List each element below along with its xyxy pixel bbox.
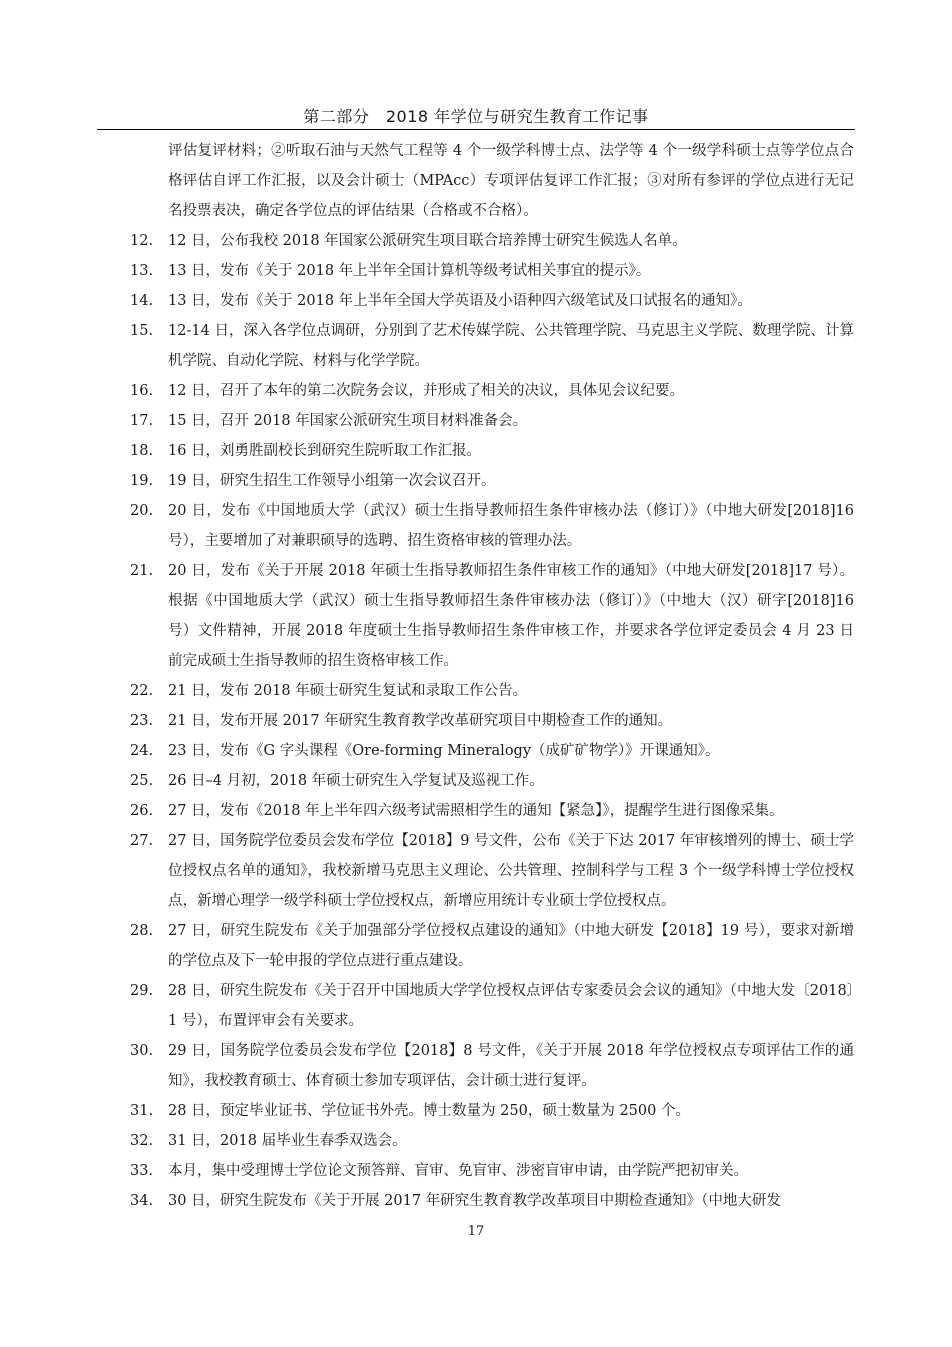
- item-text: 28 日，研究生院发布《关于召开中国地质大学学位授权点评估专家委员会会议的通知》（中地大发〔2018〕1 号），布置评审会有关要求。: [168, 983, 854, 1029]
- list-item: [130, 436, 854, 466]
- item-text: 20 日，发布《中国地质大学（武汉）硕士生指导教师招生条件审核办法（修订）》（中地大研发[2018]16 号），主要增加了对兼职硕导的选聘、招生资格审核的管理办法。: [168, 503, 854, 549]
- item-number: 16.: [130, 383, 154, 399]
- item-text: 28 日，预定毕业证书、学位证书外壳。博士数量为 250，硕士数量为 2500 个。: [168, 1103, 690, 1119]
- item-number: 31.: [130, 1103, 154, 1119]
- item-number: 32.: [130, 1133, 154, 1149]
- list-item: [130, 286, 854, 316]
- item-number: 28.: [130, 923, 154, 939]
- item-text: 19 日，研究生招生工作领导小组第一次会议召开。: [168, 473, 496, 489]
- list-item: [130, 766, 854, 796]
- list-item: [130, 556, 854, 676]
- item-number: 21.: [130, 563, 154, 579]
- item-text: 27 日，发布《2018 年上半年四六级考试需照相学生的通知【紧急】》，提醒学生进行图像采集。: [168, 803, 784, 819]
- item-number: 23.: [130, 713, 154, 729]
- item-number: 20.: [130, 503, 154, 519]
- record-list: [130, 136, 854, 1216]
- item-text: 评估复评材料；②听取石油与天然气工程等 4 个一级学科博士点、法学等 4 个一级学科硕士点等学位点合格评估自评工作汇报，以及会计硕士（MPAcc）专项评估复评工作汇报；③对所有参评的学位点进行无记名投票表决，确定各学位点的评估结果（合格或不合格）。: [168, 143, 854, 219]
- item-text: 12 日，公布我校 2018 年国家公派研究生项目联合培养博士研究生候选人名单。: [168, 233, 687, 249]
- item-number: 12.: [130, 233, 154, 249]
- item-text: 12 日，召开了本年的第二次院务会议，并形成了相关的决议，具体见会议纪要。: [168, 383, 685, 399]
- list-item: [130, 916, 854, 976]
- item-text: 12-14 日，深入各学位点调研，分别到了艺术传媒学院、公共管理学院、马克思主义学院、数理学院、计算机学院、自动化学院、材料与化学学院。: [168, 323, 854, 369]
- item-text: 27 日，国务院学位委员会发布学位【2018】9 号文件，公布《关于下达 2017 年审核增列的博士、硕士学位授权点名单的通知》，我校新增马克思主义理论、公共管理、控制科学与工程 3 个一级学科博士学位授权点，新增心理学一级学科硕士学位授权点，新增应用统计专业硕士学位授权点。: [168, 833, 854, 909]
- item-text: 13 日，发布《关于 2018 年上半年全国大学英语及小语种四六级笔试及口试报名的通知》。: [168, 293, 752, 309]
- header-rule: [97, 129, 855, 130]
- list-item: [130, 496, 854, 556]
- item-text: 26 日–4 月初，2018 年硕士研究生入学复试及巡视工作。: [168, 773, 544, 789]
- item-text: 31 日，2018 届毕业生春季双选会。: [168, 1133, 407, 1149]
- list-item: [130, 706, 854, 736]
- page-header: 第二部分 2018 年学位与研究生教育工作记事: [303, 107, 649, 126]
- item-number: 27.: [130, 833, 154, 849]
- item-text: 27 日，研究生院发布《关于加强部分学位授权点建设的通知》（中地大研发【2018】19 号），要求对新增的学位点及下一轮申报的学位点进行重点建设。: [168, 923, 854, 969]
- list-item: [130, 1036, 854, 1096]
- item-text: 15 日，召开 2018 年国家公派研究生项目材料准备会。: [168, 413, 528, 429]
- item-text: 21 日，发布 2018 年硕士研究生复试和录取工作公告。: [168, 683, 528, 699]
- list-item: [130, 736, 854, 766]
- item-number: 22.: [130, 683, 154, 699]
- list-item: [130, 676, 854, 706]
- item-number: 18.: [130, 443, 154, 459]
- item-number: 26.: [130, 803, 154, 819]
- list-item: [130, 256, 854, 286]
- list-item: [130, 796, 854, 826]
- item-text: 23 日，发布《G 字头课程《Ore-forming Mineralogy（成矿矿物学）》开课通知》。: [168, 743, 720, 759]
- item-text: 29 日，国务院学位委员会发布学位【2018】8 号文件，《关于开展 2018 年学位授权点专项评估工作的通知》，我校教育硕士、体育硕士参加专项评估，会计硕士进行复评。: [168, 1043, 854, 1089]
- item-text: 13 日，发布《关于 2018 年上半年全国计算机等级考试相关事宜的提示》。: [168, 263, 651, 279]
- item-number: 25.: [130, 773, 154, 789]
- page-number: 17: [467, 1224, 485, 1239]
- item-text: 21 日，发布开展 2017 年研究生教育教学改革研究项目中期检查工作的通知。: [168, 713, 673, 729]
- item-number: 33.: [130, 1163, 154, 1179]
- list-item: [130, 976, 854, 1036]
- list-item: [130, 1126, 854, 1156]
- item-text: 16 日，刘勇胜副校长到研究生院听取工作汇报。: [168, 443, 482, 459]
- list-item: [130, 406, 854, 436]
- list-item: [130, 1156, 854, 1186]
- list-item: [130, 1096, 854, 1126]
- item-text: 30 日，研究生院发布《关于开展 2017 年研究生教育教学改革项目中期检查通知》（中地大研发: [168, 1193, 781, 1209]
- item-number: 19.: [130, 473, 154, 489]
- list-item: [130, 376, 854, 406]
- item-number: 17.: [130, 413, 154, 429]
- item-number: 14.: [130, 293, 154, 309]
- item-number: 13.: [130, 263, 154, 279]
- list-item: [130, 226, 854, 256]
- list-item: [130, 1186, 854, 1216]
- item-number: 24.: [130, 743, 154, 759]
- item-number: 15.: [130, 323, 154, 339]
- list-item: [130, 136, 854, 226]
- item-number: 29.: [130, 983, 154, 999]
- item-number: 30.: [130, 1043, 154, 1059]
- item-number: 34.: [130, 1193, 154, 1209]
- list-item: [130, 316, 854, 376]
- list-item: [130, 826, 854, 916]
- item-text: 20 日，发布《关于开展 2018 年硕士生指导教师招生条件审核工作的通知》（中地大研发[2018]17 号）。根据《中国地质大学（武汉）硕士生指导教师招生条件审核办法（修订）》（中地大（汉）研字[2018]16 号）文件精神，开展 2018 年度硕士生指导教师招生条件审核工作，并要求各学位评定委员会 4 月 23 日前完成硕士生指导教师的招生资格审核工作。: [168, 563, 854, 669]
- list-item: [130, 466, 854, 496]
- item-text: 本月，集中受理博士学位论文预答辩、盲审、免盲审、涉密盲审申请，由学院严把初审关。: [168, 1163, 748, 1179]
